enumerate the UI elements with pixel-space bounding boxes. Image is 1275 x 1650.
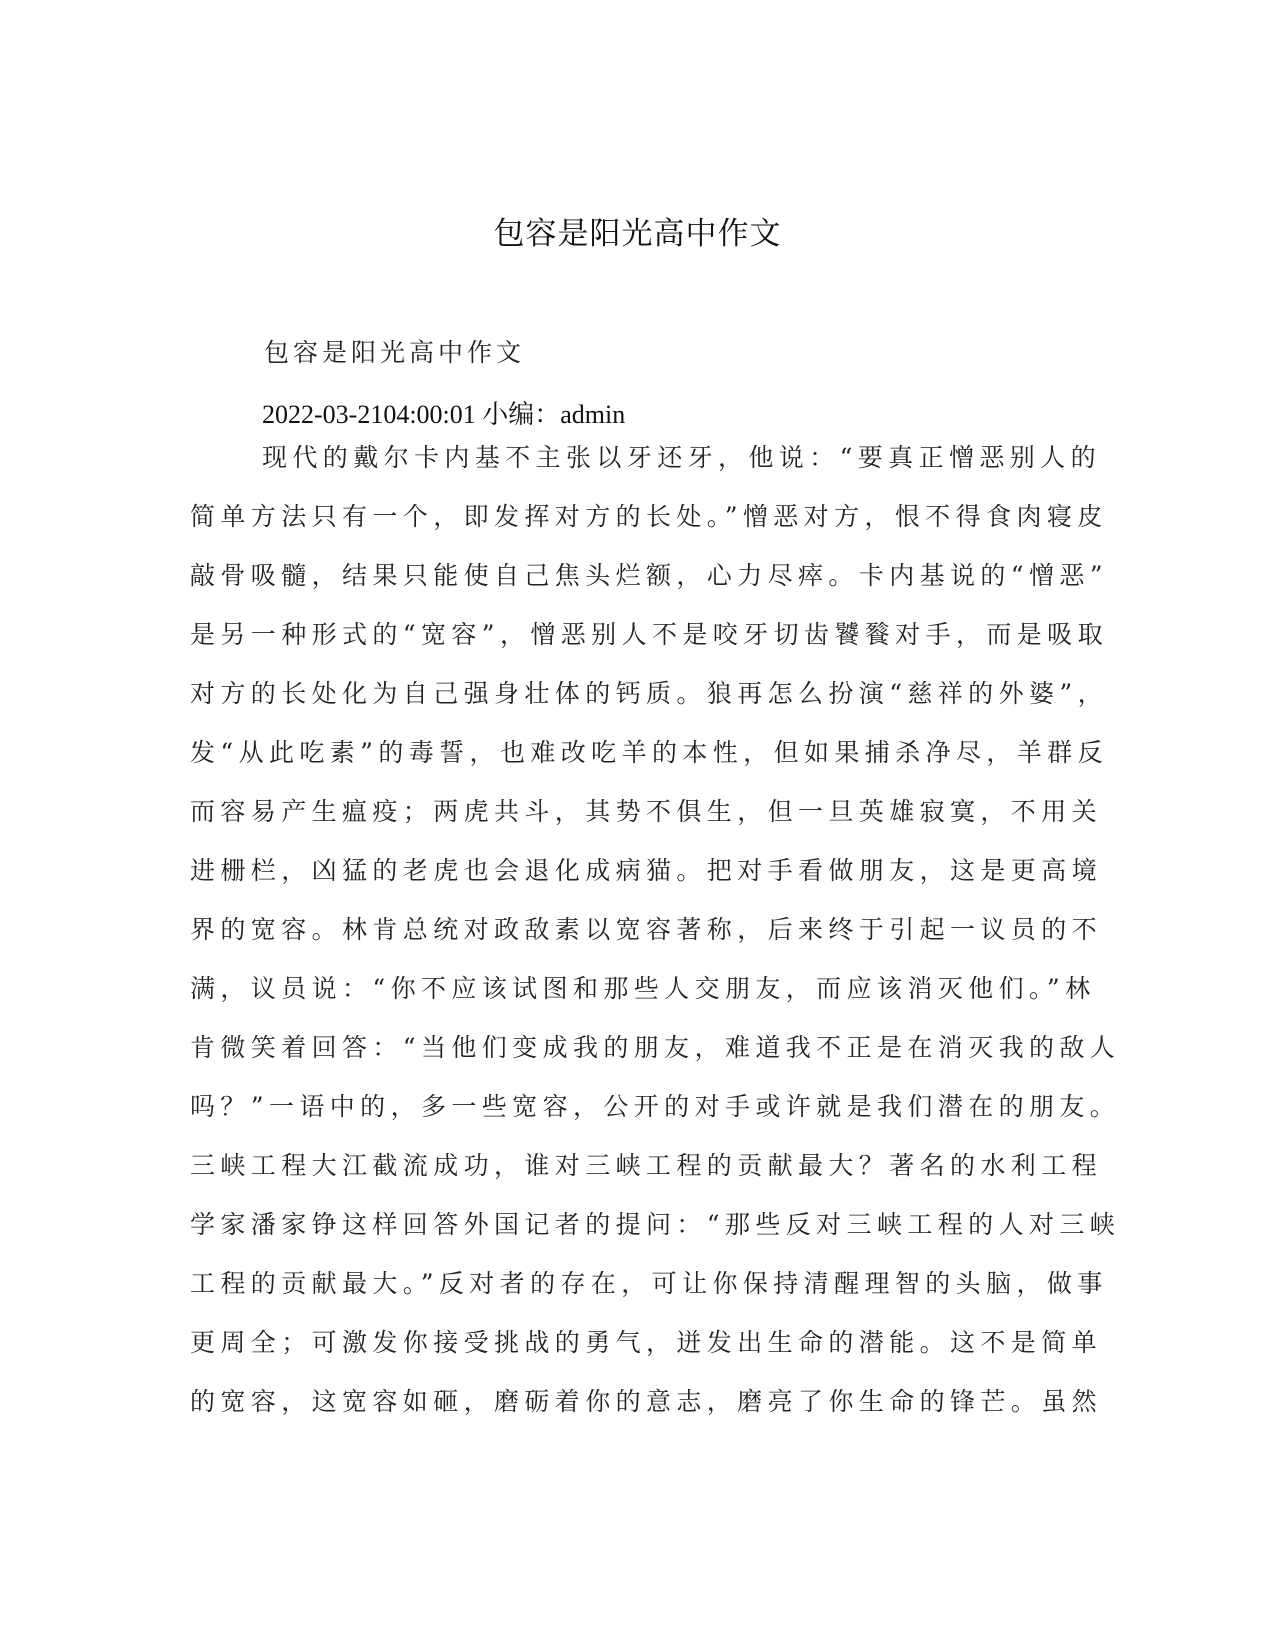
body-line: 对方的长处化为自己强身壮体的钙质。狼再怎么扮演“慈祥的外婆”，	[190, 679, 1108, 708]
body-line: 工程的贡献最大。”反对者的存在，可让你保持清醒理智的头脑，做事	[190, 1269, 1108, 1298]
body-line: 三峡工程大江截流成功，谁对三峡工程的贡献最大？著名的水利工程	[190, 1151, 1103, 1180]
body-line: 简单方法只有一个，即发挥对方的长处。”憎恶对方，恨不得食肉寝皮	[190, 502, 1108, 531]
document-subtitle: 包容是阳光高中作文	[264, 338, 526, 367]
publish-meta: 2022-03-2104:00:01 小编：admin	[262, 400, 626, 429]
body-line: 敲骨吸髓，结果只能使自己焦头烂额，心力尽瘁。卡内基说的“憎恶”	[190, 561, 1108, 590]
body-line: 界的宽容。林肯总统对政敌素以宽容著称，后来终于引起一议员的不	[190, 915, 1103, 944]
body-line: 而容易产生瘟疫；两虎共斗，其势不俱生，但一旦英雄寂寞，不用关	[190, 797, 1103, 826]
body-line: 满，议员说：“你不应该试图和那些人交朋友，而应该消灭他们。”林	[190, 974, 1096, 1003]
body-line: 的宽容，这宽容如砸，磨砺着你的意志，磨亮了你生命的锋芒。虽然	[190, 1387, 1103, 1416]
body-line: 现代的戴尔卡内基不主张以牙还牙，他说：“要真正憎恶别人的	[262, 443, 1101, 472]
body-line: 吗？”一语中的，多一些宽容，公开的对手或许就是我们潜在的朋友。	[190, 1092, 1121, 1121]
body-line: 肯微笑着回答：“当他们变成我的朋友，难道我不正是在消灭我的敌人	[190, 1033, 1121, 1062]
body-line: 是另一种形式的“宽容”，憎恶别人不是咬牙切齿饕餮对手，而是吸取	[190, 620, 1108, 649]
document-title: 包容是阳光高中作文	[493, 216, 782, 252]
body-line: 发“从此吃素”的毒誓，也难改吃羊的本性，但如果捕杀净尽，羊群反	[190, 738, 1108, 767]
body-line: 更周全；可激发你接受挑战的勇气，迸发出生命的潜能。这不是简单	[190, 1328, 1103, 1357]
body-line: 进栅栏，凶猛的老虎也会退化成病猫。把对手看做朋友，这是更高境	[190, 856, 1103, 885]
body-line: 学家潘家铮这样回答外国记者的提问：“那些反对三峡工程的人对三峡	[190, 1210, 1121, 1239]
